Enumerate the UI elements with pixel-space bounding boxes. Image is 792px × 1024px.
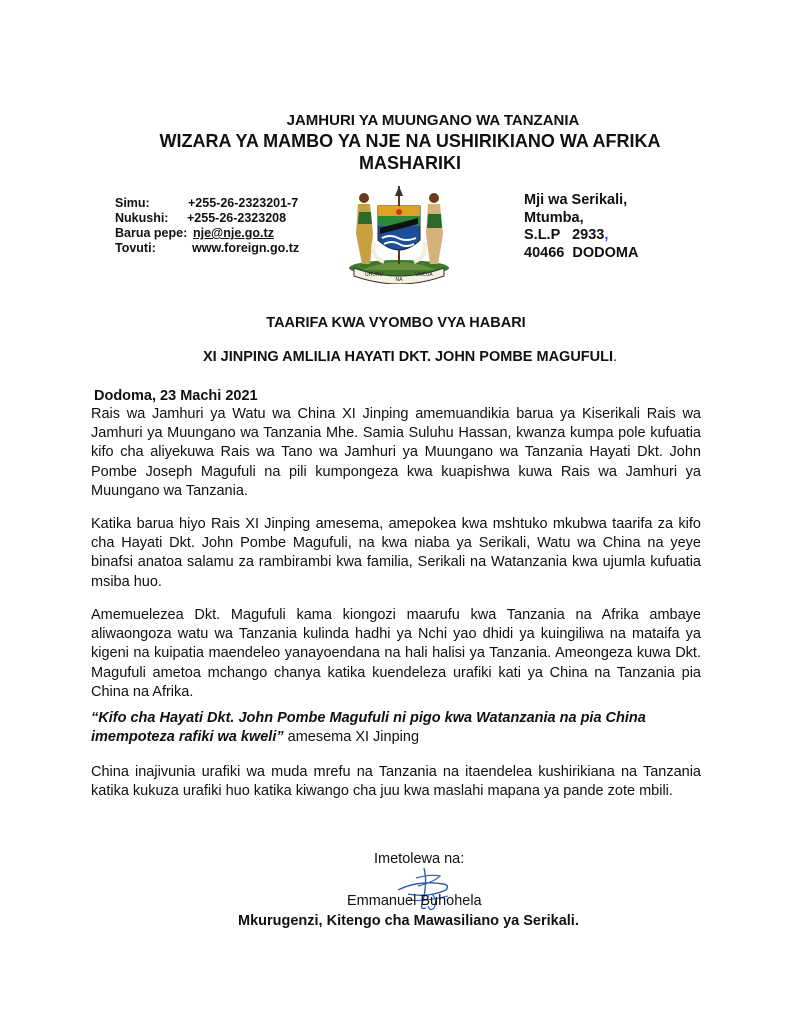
- dateline: Dodoma, 23 Machi 2021: [94, 388, 258, 404]
- website-label: Tovuti:: [115, 241, 156, 255]
- banner-text-right: UMOJA: [415, 272, 433, 278]
- website-link[interactable]: www.foreign.go.tz: [192, 241, 300, 255]
- paragraph-4: [91, 709, 701, 747]
- paragraph-3: Amemuelezea Dkt. Magufuli kama kiongozi maarufu kwa Tanzania na Afrika ambaye aliwaongoza watu wa Tanzania kulinda hadhi ya Nchi yao dhidi ya kuingiliwa na mataifa ya kigeni na kuipatia maendeleo yanayoendana na hali halisi ya Tanzania. Ameongeza kuwa Dkt. Magufuli ametoa mchango chanya katika kuendeleza urafiki kati ya China na Tanzania pia China na Afrika.: [91, 607, 701, 700]
- paragraph-1: Rais wa Jamhuri ya Watu wa China XI Jinping amemuandikia barua ya Kiserikali Rais wa Jamhuri ya Muungano wa Tanzania Mhe. Samia Suluhu Hassan, kwanza kumpa pole kufuatia kifo cha aliyekuwa Rais wa Tano wa Jamhuri ya Muungano wa Tanzania Hayati Dkt. John Pombe Joseph Magufuli na pili kumpongeza kwa kuapishwa kuwa Rais wa Jamhuri ya Muungano wa Tanzania.: [91, 406, 701, 499]
- address-comma: ,: [604, 227, 609, 243]
- quote-attribution: amesema XI Jinping: [283, 729, 420, 746]
- headline-period: .: [613, 349, 618, 365]
- press-release-title: TAARIFA KWA VYOMBO VYA HABARI: [266, 315, 526, 331]
- headline: XI JINPING AMLILIA HAYATI DKT. JOHN POMBE MAGUFULI.: [202, 349, 618, 365]
- phone-label: Simu:: [115, 196, 150, 210]
- address-block: [524, 192, 638, 262]
- email-link[interactable]: nje@nje.go.tz: [193, 226, 274, 240]
- fax-label: Nukushi:: [115, 211, 169, 225]
- issued-by-label: Imetolewa na:: [374, 851, 465, 867]
- fax-number: +255-26-2323208: [187, 211, 287, 225]
- signatory-position: Mkurugenzi, Kitengo cha Mawasiliano ya Serikali.: [238, 913, 579, 929]
- address-line-1: Mji wa Serikali,: [524, 192, 628, 208]
- coat-of-arms-icon: [340, 184, 458, 284]
- banner-text-left: UHURU: [364, 272, 384, 278]
- banner-text-mid: NA: [395, 277, 403, 283]
- signatory-name: Emmanuel Buhohela: [347, 893, 482, 909]
- ministry-heading: WIZARA YA MAMBO YA NJE NA USHIRIKIANO WA AFRIKA MASHARIKI: [159, 131, 661, 173]
- quote-text: “Kifo cha Hayati Dkt. John Pombe Magufuli ni pigo kwa Watanzania na pia China imempoteza rafiki wa kweli”: [91, 710, 646, 746]
- republic-heading: JAMHURI YA MUUNGANO WA TANZANIA: [286, 112, 580, 129]
- address-line-4: 40466 DODOMA: [524, 244, 639, 261]
- paragraph-5: China inajivunia urafiki wa muda mrefu na Tanzania na itaendelea kushirikiana na Tanzania katika kukuza urafiki huo katika kiwango cha juu kwa maslahi mapana ya pande zote mbili.: [91, 764, 701, 800]
- email-label: Barua pepe:: [115, 226, 188, 240]
- address-line-2: Mtumba,: [524, 209, 584, 226]
- paragraph-2: Katika barua hiyo Rais XI Jinping amesema, amepokea kwa mshtuko mkubwa taarifa za kifo cha Hayati Dkt. John Pombe Magufuli, na kwa niaba ya Serikali, Watu wa China na yeye binafsi anatoa salamu za rambirambi kwa familia, Serikali na Watanzania kwa ujumla kufuatia msiba huo.: [91, 516, 701, 590]
- phone-number: +255-26-2323201-7: [188, 196, 299, 210]
- address-line-3: S.L.P 2933,: [524, 227, 609, 243]
